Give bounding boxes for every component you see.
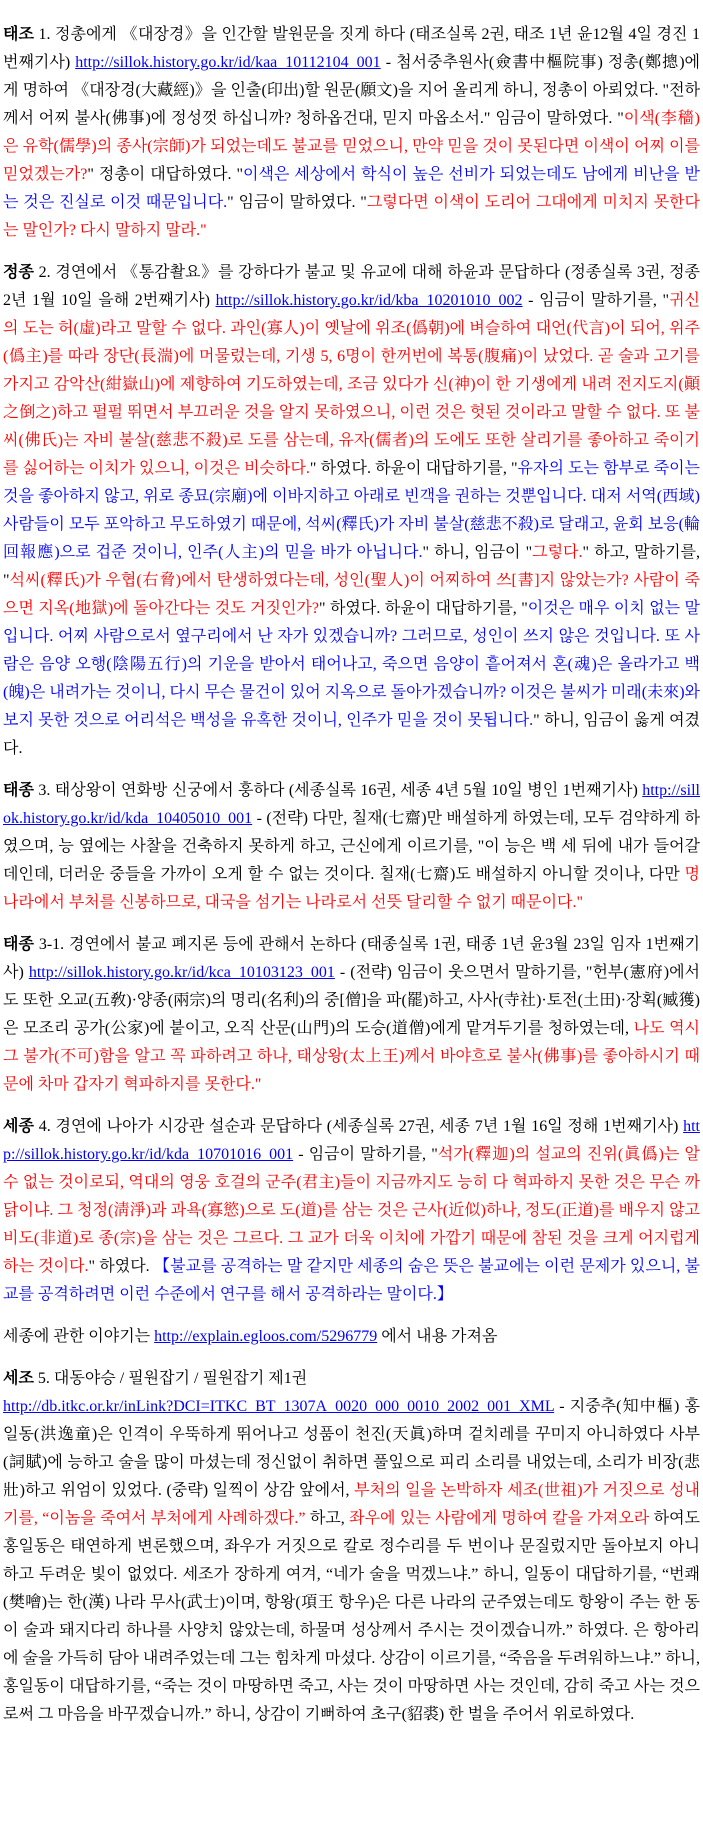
hyperlink[interactable]: http://sillok.history.go.kr/id/kca_10103123_001 [28,964,335,981]
paragraph-taejo-1 [3,21,700,245]
body-text: " 하였다. [88,1258,154,1275]
paragraph-sejong-source-note [3,1323,700,1351]
king-quote: 나도 역시 그 불가(不可)함을 알고 꼭 파하려고 하나, 태상왕(太上王)께서 바야흐로 불사(佛事)를 좋아하시기 때문에 차마 갑자기 혁파하지를 못한다." [3,1020,700,1093]
king-label: 태종 [3,936,34,953]
king-quote: 석씨(釋氏)가 우협(右脅)에서 탄생하였다는데, 성인(聖人)이 어찌하여 쓰[書]지 않았는가? 사람이 죽으면 지옥(地獄)에 돌아간다는 것도 거짓인가? [3,572,700,617]
king-quote: 부처의 일을 논박하자 세조(世祖)가 거짓으로 성내기를, “이놈을 죽여서 부처에게 사례하겠다.” [3,1482,700,1527]
body-text: - 임금이 말하기를, " [293,1146,438,1163]
scholar-quote: 【불교를 공격하는 말 같지만 세종의 숨은 뜻은 불교에는 이런 문제가 있으니, 불교를 공격하려면 이런 수준에서 연구를 해서 공격하라는 말이다.】 [3,1258,700,1303]
body-text: 세종에 관한 이야기는 [3,1328,155,1345]
body-text: " 하였다. 하윤이 대답하기를, " [319,600,528,617]
paragraph-taejong-3 [3,777,700,917]
hyperlink[interactable]: http://sillok.history.go.kr/id/kaa_10112104_001 [75,54,381,71]
hyperlink[interactable]: http://sillok.history.go.kr/id/kda_10701016_001 [3,1118,700,1163]
hyperlink[interactable]: http://sillok.history.go.kr/id/kba_10201010_002 [215,292,523,309]
body-text: 2. 경연에서 《통감촬요》를 강하다가 불교 및 유교에 대해 하윤과 문답하다 (정종실록 3권, 정종 2년 1월 10일 을해 2번째기사) [3,264,700,309]
body-text: - 지중추(知中樞) 홍일동(洪逸童)은 인격이 우뚝하게 뛰어나고 성품이 천진(天眞)하며 겉치레를 꾸미지 아니하였다 사부(詞賦)에 능하고 술을 많이 마셨는데 정신없이 취하면 풀잎으로 피리 소리를 내었는데, 소리가 비장(悲壯)하고 위엄이 있었다. (중략) 일찍이 상감 앞에서, [3,1398,700,1499]
hyperlink[interactable]: http://sillok.history.go.kr/id/kda_10405010_001 [3,782,700,827]
body-text: 에서 내용 가져옴 [377,1328,498,1345]
king-label: 태종 [3,782,34,799]
scholar-quote: 이것은 매우 이치 없는 말입니다. 어찌 사람으로서 옆구리에서 난 자가 있겠습니까? 그러므로, 성인이 쓰지 않은 것입니다. 또 사람은 음양 오행(陰陽五行)의 기운을 받아서 태어나고, 죽으면 음양이 흩어져서 혼(魂)은 올라가고 백(魄)은 내려가는 것이니, 다시 무슨 물건이 있어 지옥으로 돌아가겠습니까? 이것은 불씨가 미래(未來)와 보지 못한 것으로 어리석은 백성을 유혹한 것이니, 인주가 믿을 것이 못됩니다. [3,600,701,729]
body-text: " 하였다. 하윤이 대답하기를, " [309,460,518,477]
body-text: 하고, [305,1510,350,1527]
king-label: 태조 [3,26,34,43]
body-text: - 첨서중추원사(僉書中樞院事) 정총(鄭摠)에게 명하여 《대장경(大藏經)》을 인출(印出)할 원문(願文)을 지어 올리게 하니, 정총이 아뢰었다. "전하께서 어찌 불사(佛事)에 정성껏 하십니까? 청하옵건대, 믿지 마옵소서." 임금이 말하였다. " [3,54,700,127]
body-text: 3. 태상왕이 연화방 신궁에서 훙하다 (세종실록 16권, 세종 4년 5월 10일 병인 1번째기사) [33,782,643,799]
paragraph-sejong-4 [3,1113,700,1309]
hyperlink[interactable]: http://explain.egloos.com/5296779 [154,1328,378,1345]
body-text: " 정총이 대답하였다. " [87,166,243,183]
body-text: 3-1. 경연에서 불교 폐지론 등에 관해서 논하다 (태종실록 1권, 태종 1년 윤3월 23일 임자 1번째기사) [3,936,700,981]
king-label: 세종 [3,1118,34,1135]
king-quote: 그렇다. [532,544,583,561]
king-quote: 귀신의 도는 허(虛)라고 말할 수 없다. 과인(寡人)이 옛날에 위조(僞朝)에 벼슬하여 대언(代言)이 되어, 위주(僞主)를 따라 장단(長湍)에 머물렀는데, 기생 5, 6명이 한꺼번에 복통(腹痛)이 났었다. 곧 술과 고기를 가지고 감악산(紺嶽山)에 제향하여 기도하였는데, 조금 있다가 신(神)이 한 기생에게 내려 전지도지(顚之倒之)하고 펄펄 뛰면서 부끄러운 것을 알지 못하였으니, 이런 것은 헛된 것이라고 말할 수 없다. 또 불씨(佛氏)는 자비 불살(慈悲不殺)로 도를 삼는데, 유자(儒者)의 도에도 또한 살리기를 좋아하고 죽이기를 싫어하는 이치가 있으니, 이것은 비슷하다. [3,292,700,477]
paragraph-jeongjong-2 [3,259,700,763]
king-quote: 석가(釋迦)의 설교의 진위(眞僞)는 알 수 없는 것이로되, 역대의 영웅 호걸의 군주(君主)들이 지금까지도 능히 다 혁파하지 못한 것은 무슨 까닭이냐. 그 청정(淸淨)과 과욕(寡慾)으로 도(道)를 삼는 것은 근사(近似)하나, 정도(正道)를 배우지 않고 비도(非道)로 종(宗)을 삼는 것은 그르다. 그 교가 더욱 이치에 가깝기 때문에 참된 것을 크게 어지럽게 하는 것이다. [3,1146,700,1275]
body-text: " 하니, 임금이 " [422,544,533,561]
body-text: - (전략) 임금이 웃으면서 말하기를, "헌부(憲府)에서도 또한 오교(五敎)·양종(兩宗)의 명리(名利)의 중[僧]을 파(罷)하고, 사사(寺社)·토전(土田)·장획(臧獲)은 모조리 공가(公家)에 붙이고, 오직 산문(山門)의 도승(道僧)에게 맡겨두기를 청하였는데, [3,964,700,1037]
body-text: - 임금이 말하기를, " [522,292,670,309]
body-text: - (전략) 다만, 칠재(七齋)만 배설하게 하였는데, 모두 검약하게 하였으며, 능 옆에는 사찰을 건축하지 못하게 하고, 근신에게 이르기를, "이 능은 백 세 뒤에 내가 들어갈 데인데, 더러운 중들을 가까이 오게 할 수 없는 것이다. 칠재(七齋)도 배설하지 아니할 것이나, 다만 [3,810,700,883]
body-text: " 하니, 임금이 옳게 여겼다. [3,712,700,757]
body-text: " 하고, 말하기를, " [3,544,700,589]
body-text: 5. 대동야승 / 필원잡기 / 필원잡기 제1권 [33,1370,308,1387]
king-quote: 명나라에서 부처를 신봉하므로, 대국을 섬기는 나라로서 선뜻 달리할 수 없기 때문이다." [3,866,700,911]
body-text: " 임금이 말하였다. " [227,194,367,211]
body-text: 하여도 홍일동은 태연하게 변론했으며, 좌우가 거짓으로 칼로 정수리를 두 번이나 문질렀지만 돌아보지 아니하고 두려운 빛이 없었다. 세조가 장하게 여겨, “네가 술을 먹겠느냐.” 하니, 일동이 대답하기를, “번쾌(樊噲)는 한(漢) 나라 무사(武士)이며, 항왕(項王 항우)은 다른 나라의 군주였는데도 항왕이 주는 한 동이 술과 돼지다리 하나를 사양치 않았는데, 하물며 성상께서 주시는 것이겠습니까.” 하였다. 은 항아리에 술을 가득히 담아 내려주었는데 그는 힘차게 마셨다. 상감이 이르기를, “죽음을 두려워하느냐.” 하니, 홍일동이 대답하기를, “죽는 것이 마땅하면 죽고, 사는 것이 마땅하면 사는 것인데, 감히 죽고 사는 것으로써 그 마음을 바꾸겠습니까.” 하니, 상감이 기뻐하여 초구(貂裘) 한 벌을 주어서 위로하였다. [3,1510,700,1723]
scholar-quote: 유자의 도는 함부로 죽이는 것을 좋아하지 않고, 위로 종묘(宗廟)에 이바지하고 아래로 빈객을 권하는 것뿐입니다. 대저 서역(西域) 사람들이 모두 포악하고 무도하였기 때문에, 석씨(釋氏)가 자비 불살(慈悲不殺)로 달래고, 윤회 보응(輪回報應)으로 겁준 것이니, 인주(人主)의 믿을 바가 아닙니다. [3,460,700,561]
body-text: 4. 경연에 나아가 시강관 설순과 문답하다 (세종실록 27권, 세종 7년 1월 16일 정해 1번째기사) [33,1118,684,1135]
scholar-quote: 이색은 세상에서 학식이 높은 선비가 되었는데도 남에게 비난을 받는 것은 진실로 이것 때문입니다. [3,166,700,211]
king-quote: 좌우에 있는 사람에게 명하여 칼을 가져오라 [349,1510,650,1527]
hyperlink[interactable]: http://db.itkc.or.kr/inLink?DCI=ITKC_BT_1307A_0020_000_0010_2002_001_XML [3,1398,555,1415]
king-label: 세조 [3,1370,34,1387]
king-quote: 그렇다면 이색이 도리어 그대에게 미치지 못한다는 말인가? 다시 말하지 말라." [3,194,700,239]
paragraph-sejo-5 [3,1365,700,1729]
body-text: 1. 정총에게 《대장경》을 인간할 발원문을 짓게 하다 (태조실록 2권, 태조 1년 윤12월 4일 경진 1번째기사) [3,26,700,71]
paragraph-taejong-3-1 [3,931,700,1099]
king-quote: 이색(李穡)은 유학(儒學)의 종사(宗師)가 되었는데도 불교를 믿었으니, 만약 믿을 것이 못된다면 이색이 어찌 이를 믿었겠는가? [3,110,700,183]
king-label: 정종 [3,264,34,281]
